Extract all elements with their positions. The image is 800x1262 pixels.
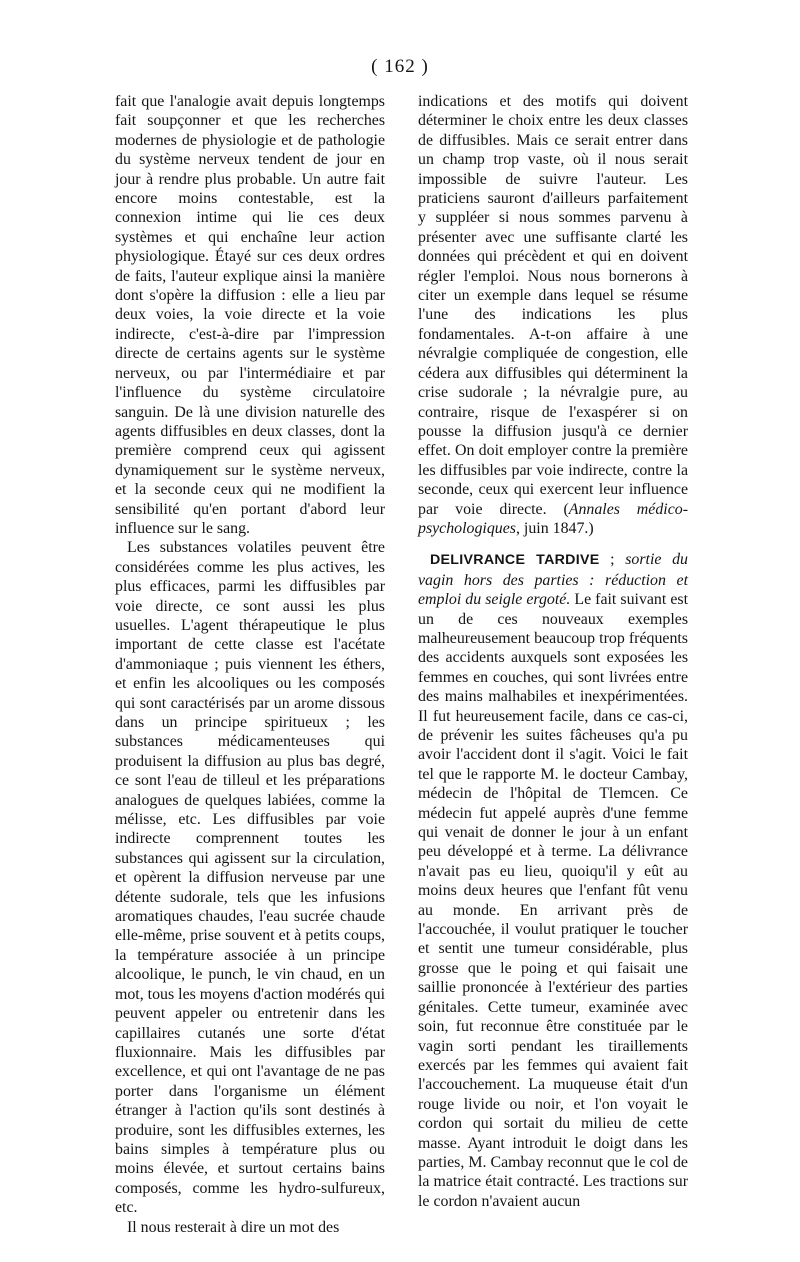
article-body: Le fait suivant est un de ces nouveaux exemples malheureusement beaucoup trop fréquents des accidents auxquels sont exposées les femmes en couches, qui sont livrées entre des mains malhabiles et inexpérimentées. Il fut heureusement facile, dans ce cas-ci, de prévenir les suites fâcheuses qu'a pu avoir l'accident dont il s'agit. Voici le fait tel que le rapporte M. le docteur Cambay, médecin de l'hôpital de Tlemcen. Ce médecin fut appelé auprès d'une femme qui venait de donner le jour à un enfant peu développé et à terme. La délivrance n'avait pas eu lieu, quoiqu'il y eût au moins deux heures que l'enfant fût venu au monde. En arrivant près de l'accouchée, il voulut pratiquer le toucher et sentit une tumeur considérable, plus grosse que le poing et qui faisait une saillie prononcée à l'extérieur des parties génitales. Cette tumeur, examinée avec soin, fut reconnue être constituée par le vagin sorti pendant les tiraillements exercés par les femmes qui avaient fait l'accouchement. La muqueuse était d'un rouge livide ou noir, et l'on voyait le cordon qui sortait du milieu de cette masse. Ayant introduit le doigt dans les parties, M. Cambay reconnut que le col de la matrice était contracté. Les tractions sur le cordon n'avaient aucun xyxy=(418,591,688,1210)
right-paragraph-1-text: indications et des motifs qui doivent déterminer le choix entre les deux classes de diffusibles. Mais ce serait entrer dans un champ trop vaste, où il nous serait impossible de suivre l'auteur. Les praticiens sauront d'ailleurs parfaitement y suppléer si nous sommes parvenu à présenter avec une suffisante clarté les données qui précèdent et qui en doivent régler l'emploi. Nous nous bornerons à citer un exemple dans lequel se résume l'une des indications les plus fondamentales. A-t-on affaire à une névralgie compliquée de congestion, elle cédera aux diffusibles qui déterminent la crise sudorale ; la névralgie pure, au contraire, risque de l'exaspérer si on pousse la diffusion jusqu'à ce dernier effet. On doit employer contre la première les diffusibles par voie indirecte, contre la seconde, ceux qui exercent leur influence par voie directe. ( xyxy=(418,93,688,518)
left-paragraph-2: Les substances volatiles peuvent être considérées comme les plus actives, les plus efficaces, parmi les diffusibles par voie directe, ce sont aussi les plus usuelles. L'agent thérapeutique le plus important de cette classe est l'acétate d'ammoniaque ; puis viennent les éthers, et enfin les alcooliques ou les composés qui sont caractérisés par un arome dissous dans un principe spiritueux ; les substances médicamenteuses qui produisent la diffusion au plus bas degré, ce sont l'eau de tilleul et les préparations analogues de quelques labiées, comme la mélisse, etc. Les diffusibles par voie indirecte comprennent toutes les substances qui agissent sur la circulation, et opèrent la diffusion nerveuse par une détente sudorale, tels que les infusions aromatiques chaudes, l'eau sucrée chaude elle-même, prise souvent et à petits coups, la température associée à un principe alcoolique, le punch, le vin chaud, en un mot, tous les moyens d'action modérés qui peuvent appeler ou entretenir dans les capillaires cutanés une sorte d'état fluxionnaire. Mais les diffusibles par excellence, et qui ont l'avantage de ne pas porter dans l'organisme un élément étranger à l'action qu'ils sont destinés à produire, sont les diffusibles externes, les bains simples à température plus ou moins élevée, et surtout certains bains composés, comme les hydro-sulfureux, etc. xyxy=(115,539,385,1217)
page-number: ( 162 ) xyxy=(371,56,429,77)
journal-citation: Annales médico-psychologiques xyxy=(418,500,688,537)
article-heading: DELIVRANCE TARDIVE xyxy=(430,552,600,569)
article-subtitle: sortie du vagin hors des parties : réduction et emploi du seigle ergoté. xyxy=(418,551,688,609)
right-paragraph-1 xyxy=(418,92,688,538)
left-paragraph-1: fait que l'analogie avait depuis longtemps fait soupçonner et que les recherches modernes de physiologie et de pathologie du système nerveux tendent de jour en jour à rendre plus probable. Un autre fait encore moins contestable, est la connexion intime qui lie ces deux systèmes et qui enchaîne leur action physiologique. Étayé sur ces deux ordres de faits, l'auteur explique ainsi la manière dont s'opère la diffusion : elle a lieu par deux voies, la voie directe et la voie indirecte, c'est-à-dire par l'impression directe de certains agents sur le système nerveux, ou par l'intermédiaire et par l'influence du système circulatoire sanguin. De là une division naturelle des agents diffusibles en deux classes, dont la première comprend ceux qui agissent dynamiquement sur le système nerveux, et la seconde ceux qui ne modifient la sensibilité qu'en portant d'abord leur influence sur le sang. xyxy=(115,93,385,537)
left-paragraph-3: Il nous resterait à dire un mot des xyxy=(127,1218,340,1236)
heading-separator: ; xyxy=(599,551,626,569)
left-column xyxy=(115,92,385,1237)
right-column xyxy=(418,92,688,1211)
citation-date: , juin 1847.) xyxy=(515,519,594,537)
article-section xyxy=(418,550,688,1211)
